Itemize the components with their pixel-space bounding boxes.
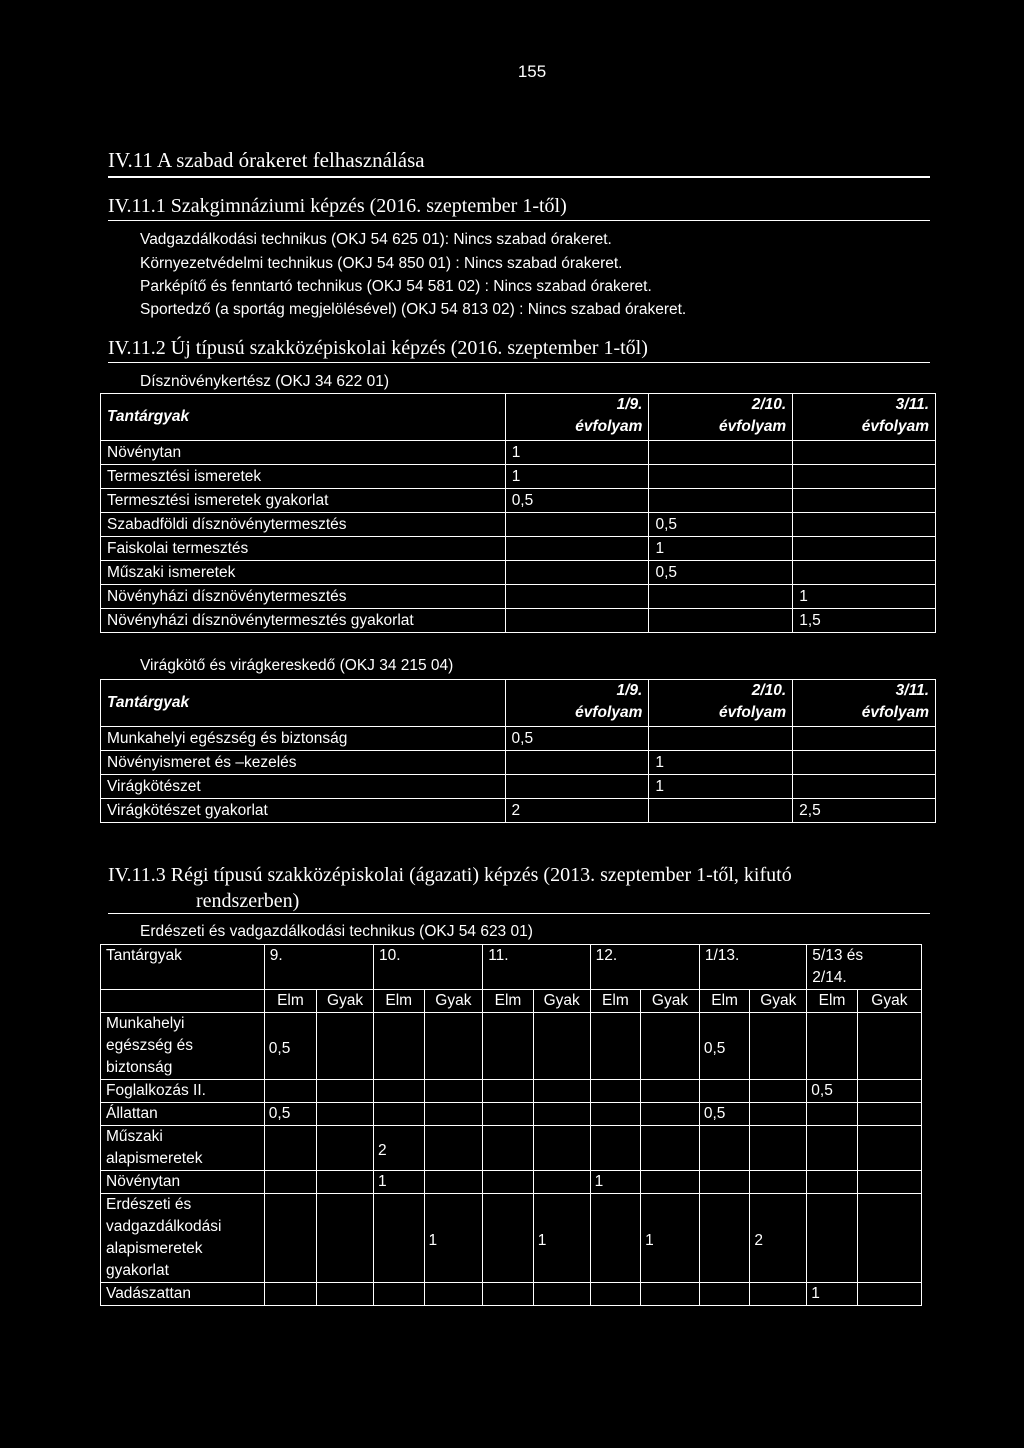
hours-cell — [750, 1080, 807, 1103]
hours-cell — [505, 537, 649, 561]
subsection-2-title: IV.11.2 Új típusú szakközépiskolai képzés (2016. szeptember 1-től) — [108, 337, 648, 359]
subsection-1-title: IV.11.1 Szakgimnáziumi képzés (2016. szeptember 1-től) — [108, 195, 567, 217]
hours-cell: 0,5 — [505, 727, 649, 751]
hours-cell: 1 — [649, 775, 793, 799]
hours-cell — [807, 1126, 858, 1171]
sub1-line: Sportedző (a sportág megjelölésével) (OKJ 54 813 02) : Nincs szabad órakeret. — [140, 301, 687, 318]
table-row — [101, 751, 936, 775]
hours-cell — [699, 1171, 750, 1194]
hours-cell: 0,5 — [699, 1013, 750, 1080]
header-year: 3/11. évfolyam — [793, 680, 936, 727]
table-row — [101, 585, 936, 609]
table-erdeszeti — [100, 944, 922, 1306]
hours-cell — [641, 1171, 700, 1194]
hours-cell: 1 — [807, 1283, 858, 1306]
hours-cell: 1 — [793, 585, 936, 609]
subject-name: Növényházi dísznövénytermesztés — [101, 585, 506, 609]
hours-cell — [793, 489, 936, 513]
hours-cell — [373, 1080, 424, 1103]
hours-cell — [264, 1126, 316, 1171]
table-row — [101, 1283, 922, 1306]
hours-cell — [649, 727, 793, 751]
hours-cell: 2 — [505, 799, 649, 823]
subsection-3-title-cont: rendszerben) — [196, 890, 300, 912]
hours-cell — [505, 585, 649, 609]
hours-cell — [750, 1171, 807, 1194]
hours-cell — [750, 1013, 807, 1080]
hours-cell: 1 — [533, 1194, 590, 1283]
subject-name: Vadászattan — [101, 1283, 265, 1306]
hours-cell — [483, 1126, 534, 1171]
hours-cell — [505, 751, 649, 775]
header-elm-gyak: Elm — [483, 990, 534, 1013]
table-row — [101, 1171, 922, 1194]
section-title-rule — [108, 176, 930, 178]
program-1-name: Dísznövénykertész (OKJ 34 622 01) — [140, 373, 389, 390]
table-row — [101, 1126, 922, 1171]
hours-cell — [793, 727, 936, 751]
hours-cell — [424, 1080, 483, 1103]
hours-cell — [857, 1171, 921, 1194]
header-grade: 12. — [590, 945, 699, 990]
header-elm-gyak: Elm — [264, 990, 316, 1013]
hours-cell — [793, 441, 936, 465]
header-elm-gyak: Gyak — [533, 990, 590, 1013]
hours-cell — [424, 1013, 483, 1080]
table-row — [101, 441, 936, 465]
hours-cell — [590, 1080, 641, 1103]
header-grade: 5/13 és 2/14. — [807, 945, 922, 990]
header-year: 1/9. évfolyam — [505, 394, 649, 441]
hours-cell: 2,5 — [793, 799, 936, 823]
hours-cell — [533, 1283, 590, 1306]
hours-cell: 1 — [424, 1194, 483, 1283]
hours-cell: 0,5 — [264, 1013, 316, 1080]
header-elm-gyak: Elm — [373, 990, 424, 1013]
subsection-1-rule — [108, 220, 930, 221]
page-number: 155 — [517, 62, 547, 81]
hours-cell — [533, 1013, 590, 1080]
hours-cell: 1 — [505, 441, 649, 465]
table-header-row — [101, 680, 936, 727]
hours-cell — [317, 1194, 374, 1283]
table-row — [101, 799, 936, 823]
program-3-name: Erdészeti és vadgazdálkodási technikus (OKJ 54 623 01) — [140, 923, 533, 940]
table-row — [101, 537, 936, 561]
hours-cell: 2 — [373, 1126, 424, 1171]
table-row — [101, 609, 936, 633]
hours-cell — [505, 775, 649, 799]
hours-cell — [699, 1080, 750, 1103]
header-year: 1/9. évfolyam — [505, 680, 649, 727]
table-row — [101, 1103, 922, 1126]
subsection-3-rule — [108, 913, 930, 914]
hours-cell — [649, 585, 793, 609]
hours-cell — [590, 1103, 641, 1126]
header-empty — [101, 990, 265, 1013]
subject-name: Foglalkozás II. — [101, 1080, 265, 1103]
header-tantargyak: Tantárgyak — [101, 394, 506, 441]
hours-cell — [533, 1171, 590, 1194]
table-header-row — [101, 394, 936, 441]
header-elm-gyak: Elm — [590, 990, 641, 1013]
hours-cell: 1 — [641, 1194, 700, 1283]
hours-cell — [649, 489, 793, 513]
subject-name: Növényházi dísznövénytermesztés gyakorlat — [101, 609, 506, 633]
hours-cell — [699, 1126, 750, 1171]
hours-cell — [505, 513, 649, 537]
hours-cell: 1 — [649, 751, 793, 775]
table-disznovenykertesz — [100, 393, 936, 633]
hours-cell — [857, 1126, 921, 1171]
subsection-3-title: IV.11.3 Régi típusú szakközépiskolai (ágazati) képzés (2013. szeptember 1-től, kifutó — [108, 864, 792, 886]
hours-cell — [750, 1283, 807, 1306]
header-elm-gyak: Gyak — [424, 990, 483, 1013]
table-row — [101, 727, 936, 751]
header-elm-gyak: Elm — [699, 990, 750, 1013]
hours-cell — [483, 1194, 534, 1283]
hours-cell — [641, 1283, 700, 1306]
sub1-line: Parképítő és fenntartó technikus (OKJ 54 581 02) : Nincs szabad órakeret. — [140, 278, 652, 295]
hours-cell — [424, 1171, 483, 1194]
subject-name: Növénytan — [101, 441, 506, 465]
hours-cell — [317, 1126, 374, 1171]
sub1-line: Vadgazdálkodási technikus (OKJ 54 625 01): Nincs szabad órakeret. — [140, 231, 612, 248]
hours-cell — [641, 1013, 700, 1080]
hours-cell — [807, 1171, 858, 1194]
hours-cell — [699, 1194, 750, 1283]
header-elm-gyak: Gyak — [641, 990, 700, 1013]
hours-cell — [483, 1283, 534, 1306]
hours-cell — [483, 1103, 534, 1126]
hours-cell — [793, 775, 936, 799]
hours-cell — [505, 561, 649, 585]
hours-cell — [750, 1103, 807, 1126]
hours-cell — [373, 1194, 424, 1283]
hours-cell: 0,5 — [807, 1080, 858, 1103]
hours-cell — [533, 1103, 590, 1126]
hours-cell — [857, 1080, 921, 1103]
hours-cell — [807, 1194, 858, 1283]
hours-cell — [641, 1103, 700, 1126]
hours-cell — [317, 1283, 374, 1306]
header-elm-gyak: Gyak — [750, 990, 807, 1013]
header-grade: 10. — [373, 945, 482, 990]
hours-cell: 0,5 — [649, 561, 793, 585]
table-row — [101, 1194, 922, 1283]
hours-cell: 2 — [750, 1194, 807, 1283]
hours-cell: 0,5 — [649, 513, 793, 537]
hours-cell — [793, 513, 936, 537]
table-header-row — [101, 945, 922, 990]
table-row — [101, 561, 936, 585]
hours-cell — [264, 1194, 316, 1283]
hours-cell: 0,5 — [505, 489, 649, 513]
table-row — [101, 513, 936, 537]
hours-cell — [317, 1103, 374, 1126]
subject-name: Műszaki alapismeretek — [101, 1126, 265, 1171]
header-grade: 1/13. — [699, 945, 806, 990]
header-elm-gyak: Gyak — [317, 990, 374, 1013]
hours-cell — [483, 1171, 534, 1194]
header-grade: 9. — [264, 945, 373, 990]
hours-cell: 1 — [649, 537, 793, 561]
hours-cell — [590, 1194, 641, 1283]
hours-cell — [793, 537, 936, 561]
hours-cell — [857, 1283, 921, 1306]
hours-cell — [641, 1080, 700, 1103]
subject-name: Szabadföldi dísznövénytermesztés — [101, 513, 506, 537]
hours-cell — [590, 1283, 641, 1306]
subject-name: Állattan — [101, 1103, 265, 1126]
subject-name: Termesztési ismeretek gyakorlat — [101, 489, 506, 513]
hours-cell — [793, 751, 936, 775]
hours-cell — [649, 799, 793, 823]
hours-cell — [483, 1013, 534, 1080]
header-year: 2/10. évfolyam — [649, 394, 793, 441]
hours-cell — [649, 609, 793, 633]
hours-cell — [264, 1080, 316, 1103]
hours-cell — [424, 1103, 483, 1126]
section-title: IV.11 A szabad órakeret felhasználása — [108, 148, 425, 172]
hours-cell — [317, 1171, 374, 1194]
header-grade: 11. — [483, 945, 590, 990]
hours-cell — [317, 1013, 374, 1080]
subject-name: Műszaki ismeretek — [101, 561, 506, 585]
header-elm-gyak: Gyak — [857, 990, 921, 1013]
hours-cell — [264, 1171, 316, 1194]
header-elm-gyak: Elm — [807, 990, 858, 1013]
table-subheader-row — [101, 990, 922, 1013]
hours-cell: 1 — [505, 465, 649, 489]
hours-cell — [590, 1013, 641, 1080]
hours-cell — [793, 465, 936, 489]
hours-cell — [373, 1103, 424, 1126]
hours-cell — [264, 1283, 316, 1306]
hours-cell — [807, 1103, 858, 1126]
hours-cell: 0,5 — [264, 1103, 316, 1126]
table-row — [101, 1080, 922, 1103]
hours-cell — [373, 1013, 424, 1080]
table-viragkoto — [100, 679, 936, 823]
table-row — [101, 775, 936, 799]
header-year: 2/10. évfolyam — [649, 680, 793, 727]
header-tantargyak: Tantárgyak — [101, 945, 265, 990]
hours-cell: 1,5 — [793, 609, 936, 633]
subject-name: Virágkötészet — [101, 775, 506, 799]
hours-cell: 1 — [590, 1171, 641, 1194]
subject-name: Növénytan — [101, 1171, 265, 1194]
hours-cell — [857, 1013, 921, 1080]
hours-cell — [807, 1013, 858, 1080]
hours-cell — [649, 441, 793, 465]
hours-cell — [649, 465, 793, 489]
subject-name: Munkahelyi egészség és biztonság — [101, 727, 506, 751]
hours-cell — [424, 1126, 483, 1171]
hours-cell — [505, 609, 649, 633]
hours-cell — [533, 1126, 590, 1171]
hours-cell — [793, 561, 936, 585]
hours-cell — [373, 1283, 424, 1306]
hours-cell — [857, 1194, 921, 1283]
table-row — [101, 489, 936, 513]
hours-cell — [317, 1080, 374, 1103]
subject-name: Termesztési ismeretek — [101, 465, 506, 489]
hours-cell — [699, 1283, 750, 1306]
header-year: 3/11. évfolyam — [793, 394, 936, 441]
subsection-2-rule — [108, 362, 930, 363]
header-tantargyak: Tantárgyak — [101, 680, 506, 727]
table-row — [101, 1013, 922, 1080]
table-row — [101, 465, 936, 489]
subject-name: Erdészeti és vadgazdálkodási alapismeretek gyakorlat — [101, 1194, 265, 1283]
hours-cell: 1 — [373, 1171, 424, 1194]
program-2-name: Virágkötő és virágkereskedő (OKJ 34 215 04) — [140, 657, 454, 674]
hours-cell — [857, 1103, 921, 1126]
hours-cell — [750, 1126, 807, 1171]
hours-cell: 0,5 — [699, 1103, 750, 1126]
subject-name: Munkahelyi egészség és biztonság — [101, 1013, 265, 1080]
hours-cell — [424, 1283, 483, 1306]
hours-cell — [483, 1080, 534, 1103]
subject-name: Faiskolai termesztés — [101, 537, 506, 561]
hours-cell — [590, 1126, 641, 1171]
hours-cell — [641, 1126, 700, 1171]
subject-name: Virágkötészet gyakorlat — [101, 799, 506, 823]
sub1-line: Környezetvédelmi technikus (OKJ 54 850 01) : Nincs szabad órakeret. — [140, 255, 623, 272]
subject-name: Növényismeret és –kezelés — [101, 751, 506, 775]
hours-cell — [533, 1080, 590, 1103]
